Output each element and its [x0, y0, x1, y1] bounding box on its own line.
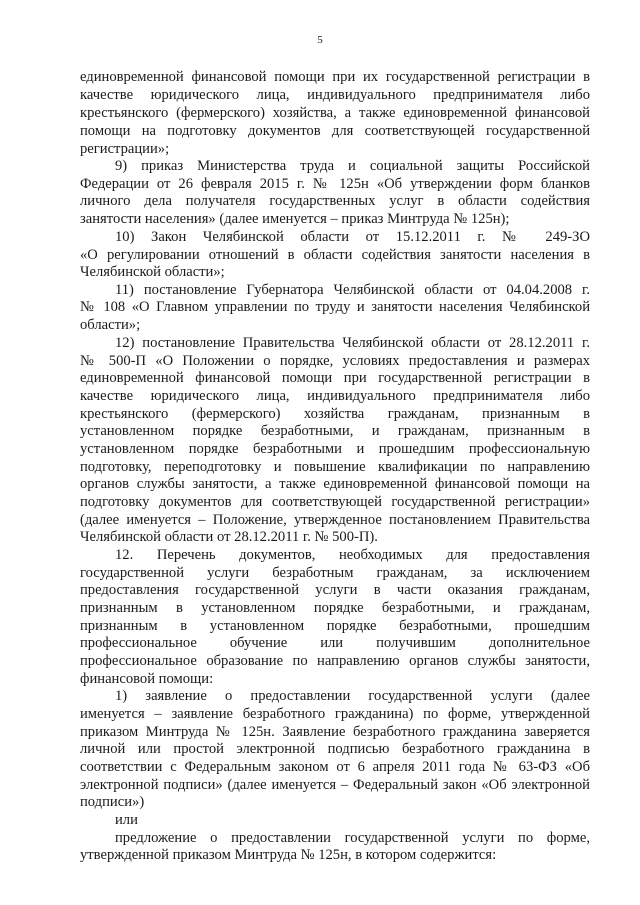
text-line: подготовку документов для соответствующей государственной регистрации» [80, 494, 590, 510]
text-line: № 108 «О Главном управлении по труду и занятости населения Челябинской [80, 299, 590, 315]
text-line: предоставления государственной услуги в части оказания гражданам, [80, 582, 590, 598]
text-line: или [115, 812, 138, 828]
text-line: 12) постановление Правительства Челябинской области от 28.12.2011 г. [115, 335, 590, 351]
text-line: 10) Закон Челябинской области от 15.12.2011 г. № 249-ЗО [115, 229, 590, 245]
text-line: признанным в установленном порядке безработными, прошедшим [80, 618, 590, 634]
text-line: 12. Перечень документов, необходимых для предоставления [115, 547, 590, 563]
text-line: 9) приказ Министерства труда и социальной защиты Российской [115, 158, 590, 174]
text-line: крестьянского (фермерского) хозяйства гражданам, признанным в [80, 406, 590, 422]
text-line: личной или простой электронной подписью безработного гражданина в [80, 741, 590, 757]
text-line: личного дела получателя государственных услуг в области содействия [80, 193, 590, 209]
text-line: утвержденной приказом Минтруда № 125н, в котором содержится: [80, 847, 497, 863]
text-line: признанным в установленном порядке безработными, и гражданам, [80, 600, 590, 616]
text-line: приказом Минтруда № 125н. Заявление безработного гражданина заверяется [80, 724, 590, 740]
text-line: государственной услуги безработным гражданам, за исключением [80, 565, 590, 581]
text-line: помощи на подготовку документов для соответствующей государственной [80, 123, 590, 139]
text-line: качестве юридического лица, индивидуального предпринимателя либо [80, 87, 590, 103]
text-line: установленном порядке безработными, и гражданам, признанным в [80, 423, 590, 439]
text-line: финансовой помощи: [80, 671, 214, 687]
text-line: 11) постановление Губернатора Челябинской области от 04.04.2008 г. [115, 282, 590, 298]
text-line: установленном порядке безработными и прошедшим профессиональную [80, 441, 590, 457]
text-line: качестве юридического лица, индивидуального предпринимателя либо [80, 388, 590, 404]
text-line: занятости населения» (далее именуется – приказ Минтруда № 125н); [80, 211, 510, 227]
text-line: № 500-П «О Положении о порядке, условиях предоставления и размерах [80, 353, 590, 369]
text-line: Челябинской области»; [80, 264, 225, 280]
text-line: (далее именуется – Положение, утвержденное постановлением Правительства [80, 512, 590, 528]
text-line: органов службы занятости, а также единовременной финансовой помощи на [80, 476, 590, 492]
text-line: профессиональное обучение или получившим дополнительное [80, 635, 590, 651]
text-line: подготовку, переподготовку и повышение квалификации по направлению [80, 459, 590, 475]
text-line: подписи») [80, 794, 145, 810]
text-line: регистрации»; [80, 141, 170, 157]
text-line: крестьянского (фермерского) хозяйства, а также единовременной финансовой [80, 105, 590, 121]
text-line: электронной подписи» (далее именуется – Федеральный закон «Об электронной [80, 777, 590, 793]
page-number: 5 [317, 34, 323, 46]
text-line: области»; [80, 317, 141, 333]
text-line: именуется – заявление безработного гражданина) по форме, утвержденной [80, 706, 590, 722]
text-line: профессиональное образование по направлению органов службы занятости, [80, 653, 590, 669]
text-line: Федерации от 26 февраля 2015 г. № 125н «Об утверждении форм бланков [80, 176, 590, 192]
text-line: единовременной финансовой помощи при государственной регистрации в [80, 370, 590, 386]
text-line: «О регулировании отношений в области содействия занятости населения в [80, 247, 590, 263]
text-line: соответствии с Федеральным законом от 6 апреля 2011 года № 63-ФЗ «Об [80, 759, 590, 775]
text-line: единовременной финансовой помощи при их государственной регистрации в [80, 69, 590, 85]
text-line: предложение о предоставлении государственной услуги по форме, [115, 830, 590, 846]
text-line: Челябинской области от 28.12.2011 г. № 500-П). [80, 529, 378, 545]
text-line: 1) заявление о предоставлении государственной услуги (далее [115, 688, 590, 704]
